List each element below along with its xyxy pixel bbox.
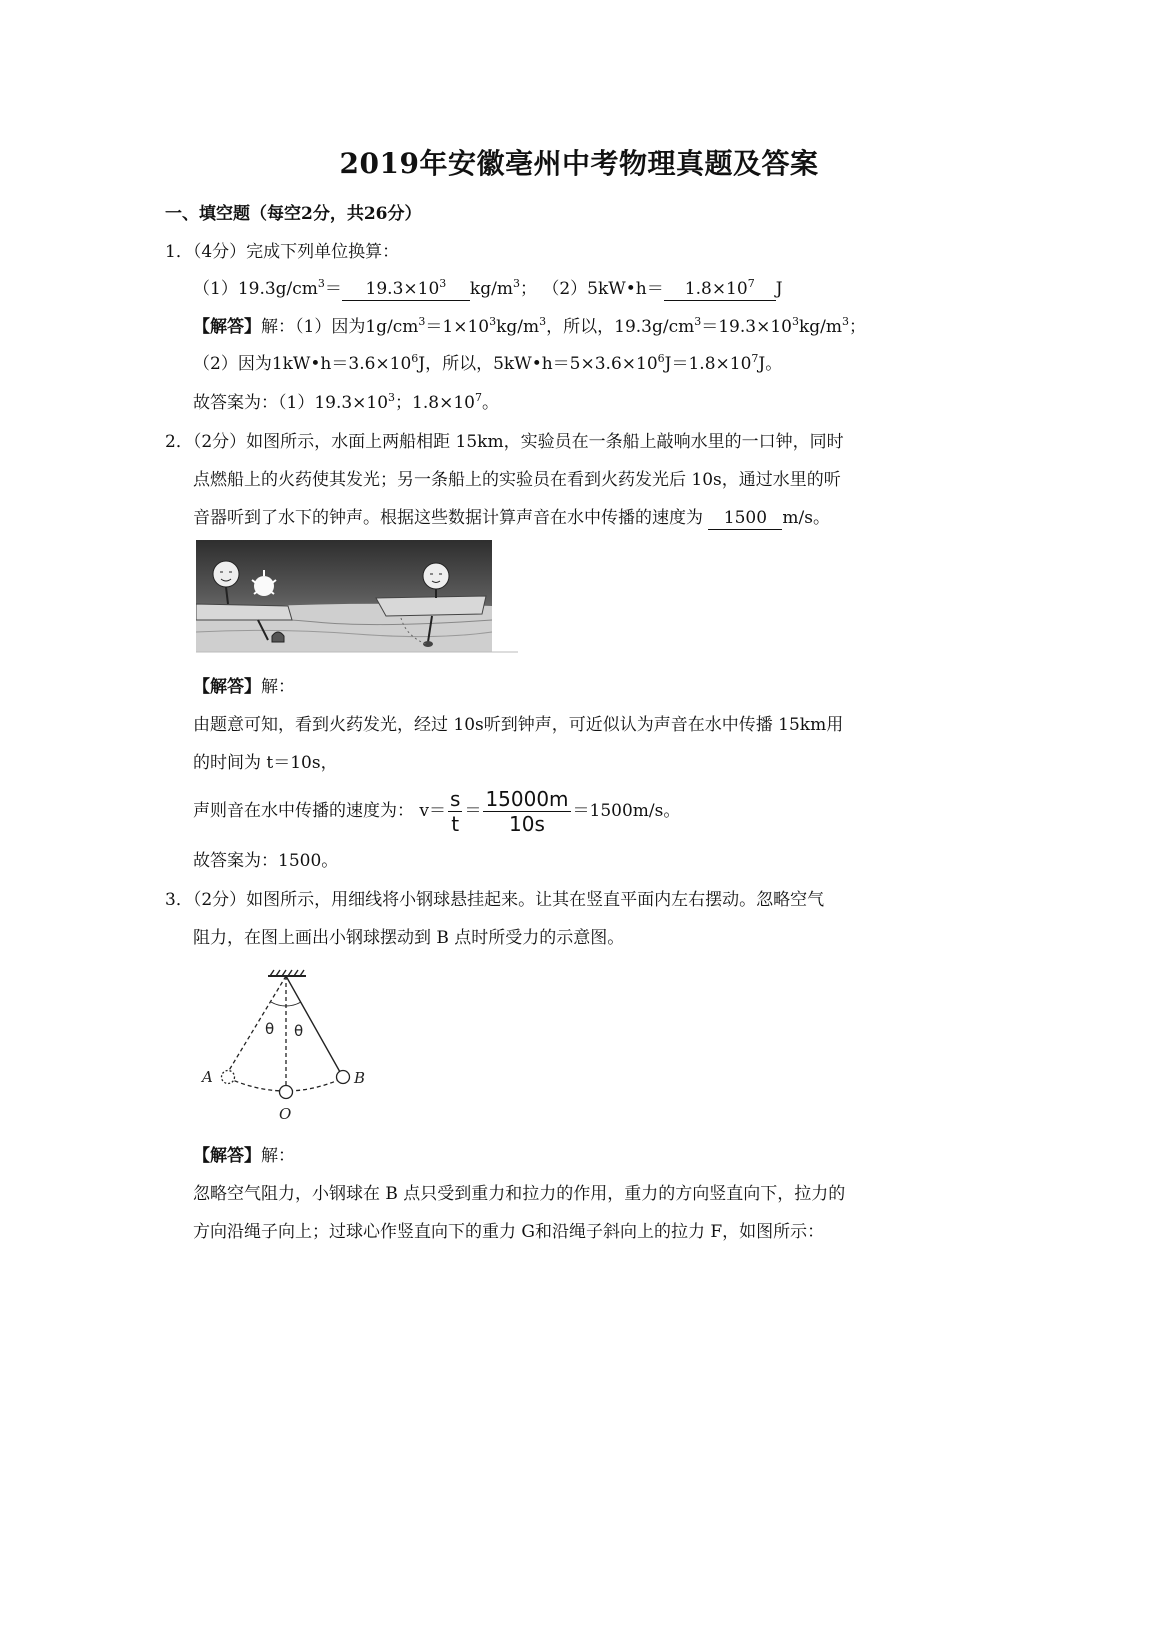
q1-solution-line1 (193, 316, 866, 338)
q2-frac1-numerator: s (450, 787, 461, 811)
q1-sol-exp: 6 (411, 352, 419, 365)
gunpowder-flash (254, 576, 274, 596)
q1-part1-eq: ＝ (324, 279, 342, 299)
ball-position-a (222, 1071, 235, 1084)
q1-sol-text: （2）因为1kW•h＝3.6×10 (193, 354, 412, 374)
q1-sol-exp: 3 (418, 315, 426, 328)
q1-parts (193, 278, 783, 301)
q1-sol-text: J＝1.8×10 (664, 354, 752, 374)
q2-formula-result: ＝1500m/s。 (572, 801, 681, 821)
q1-final-text: ；1.8×10 (395, 393, 475, 413)
string-to-a-dashed (228, 976, 286, 1072)
q3-sol-intro: 解： (261, 1146, 295, 1166)
q1-part1-sep: ； (519, 279, 537, 299)
q1-answer2-base: 1.8×10 (684, 279, 748, 299)
q1-sol-exp: 3 (489, 315, 497, 328)
angle-arc-left (271, 1002, 286, 1006)
q1-final-exp: 3 (388, 391, 396, 404)
q1-answer1-exp: 3 (439, 277, 447, 290)
q3-solution-label: 【解答】 (193, 1146, 261, 1166)
ball-position-o (280, 1086, 293, 1099)
q1-sol-exp: 3 (694, 315, 702, 328)
theta-left-label: θ (265, 1020, 275, 1038)
q2-formula-prefix: 声则音在水中传播的速度为： v＝ (193, 801, 447, 821)
q1-sol-exp: 7 (751, 352, 759, 365)
boats-illustration (196, 540, 518, 656)
q2-solution-line (193, 676, 295, 698)
q1-part2-prefix: （2）5kW•h＝ (542, 279, 664, 299)
q1-sol-exp: 3 (539, 315, 547, 328)
theta-right-label: θ (294, 1022, 304, 1040)
q2-stem-text: 音器听到了水下的钟声。根据这些数据计算声音在水中传播的速度为 (193, 508, 703, 528)
q2-line1 (165, 431, 844, 453)
q1-sol-text: kg/m (798, 317, 842, 337)
q1-sol-text: 解：（1）因为1g/cm (261, 317, 419, 337)
q3-line1 (165, 889, 824, 911)
right-boat (376, 596, 486, 616)
q1-final-text: 故答案为：（1）19.3×10 (193, 393, 389, 413)
page-title: 2019年安徽亳州中考物理真题及答案 (339, 147, 819, 180)
q2-frac2-numerator: 15000m (485, 787, 569, 811)
q1-final-answer (193, 392, 499, 414)
angle-arc-right (286, 1002, 301, 1006)
q2-solution-line2: 的时间为 t＝10s， (193, 753, 338, 773)
left-boat (196, 604, 292, 620)
q2-fraction-values (483, 787, 570, 836)
q1-sol-exp: 3 (791, 315, 799, 328)
q2-solution-label: 【解答】 (193, 677, 261, 697)
underwater-bell (272, 632, 284, 642)
q2-line2: 点燃船上的火药使其发光；另一条船上的实验员在看到火药发光后 10s，通过水里的听 (193, 470, 841, 490)
right-person-head (423, 563, 449, 589)
q3-stem-text: （2分）如图所示，用细线将小钢球悬挂起来。让其在竖直平面内左右摆动。忽略空气 (192, 890, 825, 910)
q3-solution-line2: 方向沿绳子向上；过球心作竖直向下的重力 G和沿绳子斜向上的拉力 F，如图所示： (193, 1222, 825, 1242)
q1-sol-text: ＝1×10 (425, 317, 490, 337)
q2-fraction-s-over-t (448, 787, 462, 836)
q1-sol-text: ＝19.3×10 (701, 317, 792, 337)
q1-answer1-base: 19.3×10 (365, 279, 440, 299)
q1-sol-exp: 3 (842, 315, 849, 328)
q2-sol-intro: 解： (261, 677, 295, 697)
q1-final-text: 。 (481, 393, 499, 413)
point-b-label: B (354, 1069, 366, 1087)
q1-part1-prefix: （1）19.3g/cm (193, 279, 318, 299)
q1-sol-exp: 6 (657, 352, 665, 365)
q2-line3 (193, 507, 830, 530)
q1-solution-label: 【解答】 (193, 317, 261, 337)
q3-line2: 阻力，在图上画出小钢球摆动到 B 点时所受力的示意图。 (193, 928, 625, 948)
q3-solution-line1: 忽略空气阻力，小钢球在 B 点只受到重力和拉力的作用，重力的方向竖直向下，拉力的 (193, 1184, 846, 1204)
q1-sol-text: kg/m (496, 317, 540, 337)
q1-stem (165, 241, 399, 263)
q1-part1-unit-exp: 3 (512, 277, 520, 290)
q3-solution-line (193, 1145, 295, 1167)
q1-sol-text: J，所以，5kW•h＝5×3.6×10 (418, 354, 658, 374)
q2-unit: m/s。 (782, 508, 830, 528)
q2-stem-text: （2分）如图所示，水面上两船相距 15km，实验员在一条船上敲响水里的一口钟，同时 (192, 432, 844, 452)
q1-number: 1． (165, 242, 193, 262)
q1-stem-text: （4分）完成下列单位换算： (192, 242, 400, 262)
q2-frac2-denominator: 10s (509, 812, 545, 836)
q1-sol-text: J。 (758, 354, 783, 374)
q1-answer2-exp: 7 (747, 277, 755, 290)
q2-frac1-denominator: t (451, 812, 460, 836)
listening-device (423, 641, 433, 647)
q2-final-answer: 故答案为：1500。 (193, 851, 339, 871)
left-person-head (213, 561, 239, 587)
q1-final-exp: 7 (474, 391, 482, 404)
q2-solution-line1: 由题意可知，看到火药发光，经过 10s听到钟声，可近似认为声音在水中传播 15km用 (193, 715, 844, 735)
q1-part1-unit: kg/m (469, 279, 513, 299)
ball-position-b (337, 1071, 350, 1084)
q1-sol-text: ； (849, 317, 866, 337)
q1-sol-text: ，所以，19.3g/cm (546, 317, 695, 337)
q1-part1-exp: 3 (317, 277, 325, 290)
section-heading: 一、填空题（每空2分，共26分） (165, 204, 422, 224)
q2-number: 2． (165, 432, 193, 452)
q2-answer-blank: 1500 (708, 507, 782, 530)
q1-part2-unit: J (775, 279, 783, 299)
q1-solution-line2 (193, 353, 782, 375)
point-o-label: O (279, 1105, 292, 1122)
q3-number: 3． (165, 890, 193, 910)
q1-answer2-blank (664, 278, 776, 301)
q1-answer1-blank (342, 278, 470, 301)
q2-formula-eq: ＝ (464, 801, 482, 821)
pendulum-diagram (196, 964, 376, 1122)
q2-formula-line (193, 786, 680, 836)
point-a-label: A (202, 1068, 213, 1086)
